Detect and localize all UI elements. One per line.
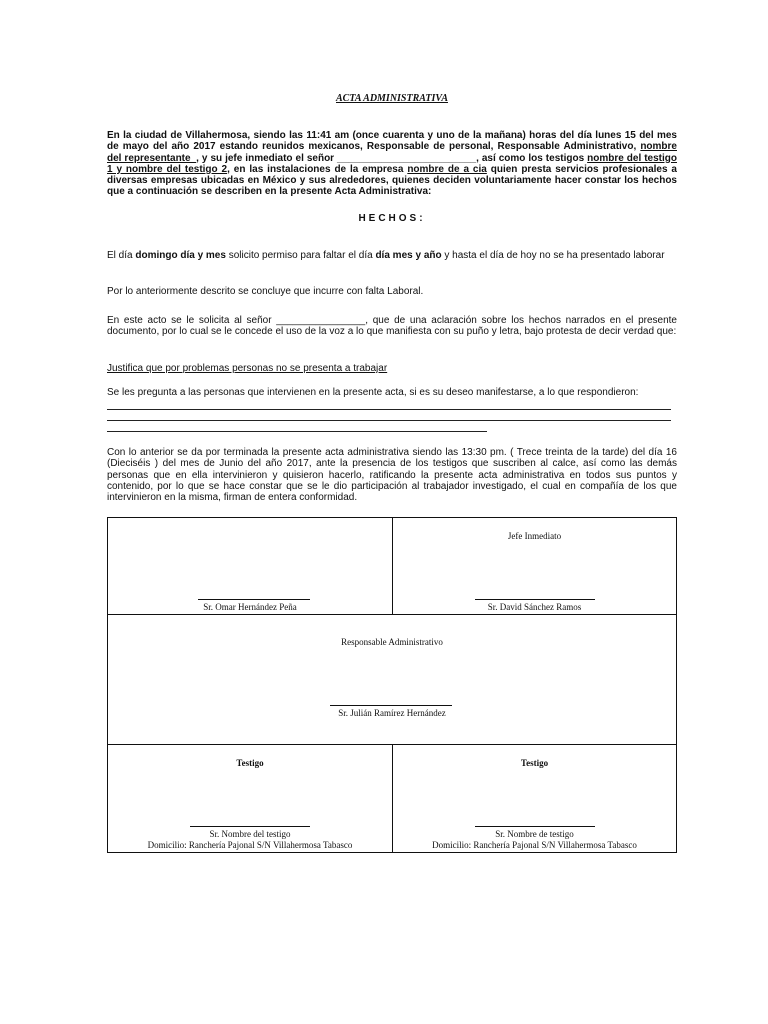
question-paragraph: Se les pregunta a las personas que intervienen en la presente acta, si es su deseo manifestarse, a lo que respondieron: [107,387,639,398]
signer-address: Domicilio: Ranchería Pajonal S/N Villahermosa Tabasco [147,840,353,850]
signature-table [107,517,677,853]
signature-line [198,599,310,600]
signature-cell-middle [108,615,676,744]
signature-row-bottom [108,745,676,852]
signature-cell-top-right [393,518,676,614]
intro-text-1: En la ciudad de Villahermosa, siendo las 11:41 am (once cuarenta y uno de la mañana) horas del día lunes 15 del mes de mayo del año 2017 estando reunidos mexicanos, Responsable de personal, Responsable Administrativo, [107,130,677,153]
signer-name: Sr. Nombre del testigo [209,829,291,839]
signature-row-middle [108,615,676,745]
answer-line-3 [107,431,487,432]
signature-line [475,599,595,600]
answer-line-1 [107,409,671,410]
signature-line [475,826,595,827]
signer-name: Sr. Nombre de testigo [495,829,574,839]
signature-line [330,705,452,706]
intro-cia: nombre de a cia [407,163,487,175]
closing-paragraph: Con lo anterior se da por terminada la presente acta administrativa siendo las 13:30 pm. ( Trece treinta de la tarde) del día 16 (Dieciséis ) del mes de Junio del año 2017, ante la presencia de los testigos que suscriben al calce, así como las demás personas que en ella intervinieron y quisieron hacerlo, ratificando la presente acta administrativa en todos sus puntos y contenido, por lo que se hace constar que se le dio participación al trabajador investigado, el cual en compañía de los que intervinieron en la misma, firman de entera conformidad. [107,447,677,504]
intro-paragraph [107,130,677,198]
signer-role: Jefe Inmediato [507,531,562,541]
signer-address: Domicilio: Ranchería Pajonal S/N Villahermosa Tabasco [432,840,637,850]
signature-cell-bottom-right [393,745,676,852]
intro-testigos: nombre del testigo 1 y nombre del testigo 2 [107,152,677,175]
intro-text-3: , en las instalaciones de la empresa [227,163,408,175]
p1-b: domingo día y mes [135,250,226,261]
request-paragraph: En este acto se le solicita al señor ________________, que de una aclaración sobre los hechos narrados en el presente documento, por lo cual se le concede el uso de la voz a lo que manifiesta con su puño y letra, bajo protesta de decir verdad que: [107,315,677,338]
signer-role: Testigo [520,758,549,768]
p1-e: y hasta el día de hoy no se ha presentado laborar [441,250,665,261]
p1-a: El día [107,250,136,261]
signer-name: Sr. Omar Hernández Peña [203,602,297,612]
p1-d: día mes y año [375,250,442,261]
signer-role: Responsable Administrativo [341,637,443,647]
hechos-paragraph [107,250,677,261]
signature-cell-bottom-left [108,745,393,852]
p1-c: solicito permiso para faltar el día [225,250,376,261]
signature-row-top [108,518,676,615]
signer-name: Sr. David Sánchez Ramos [487,602,582,612]
signature-line [190,826,310,827]
answer-line-2 [107,420,671,421]
conclusion-paragraph: Por lo anteriormente descrito se concluye que incurre con falta Laboral. [107,286,424,297]
document-title: ACTA ADMINISTRATIVA [336,93,448,104]
signature-cell-top-left [108,518,393,614]
intro-text-4: quien presta servicios profesionales a diversas empresas ubicadas en México y sus alrededores, quienes deciden voluntariamente hacer constar los hechos que a continuación se describen en la presente Acta Administrativa: [107,163,677,198]
signer-role: Testigo [236,758,264,768]
justification-text: Justifica que por problemas personas no se presenta a trabajar [107,363,388,374]
intro-representante: nombre del representante_ [107,141,677,164]
intro-text-2: , y su jefe inmediato el señor _________________________, así como los testigos [196,152,585,164]
signer-name: Sr. Julián Ramírez Hernández [338,708,446,718]
hechos-heading: HECHOS: [358,213,426,224]
